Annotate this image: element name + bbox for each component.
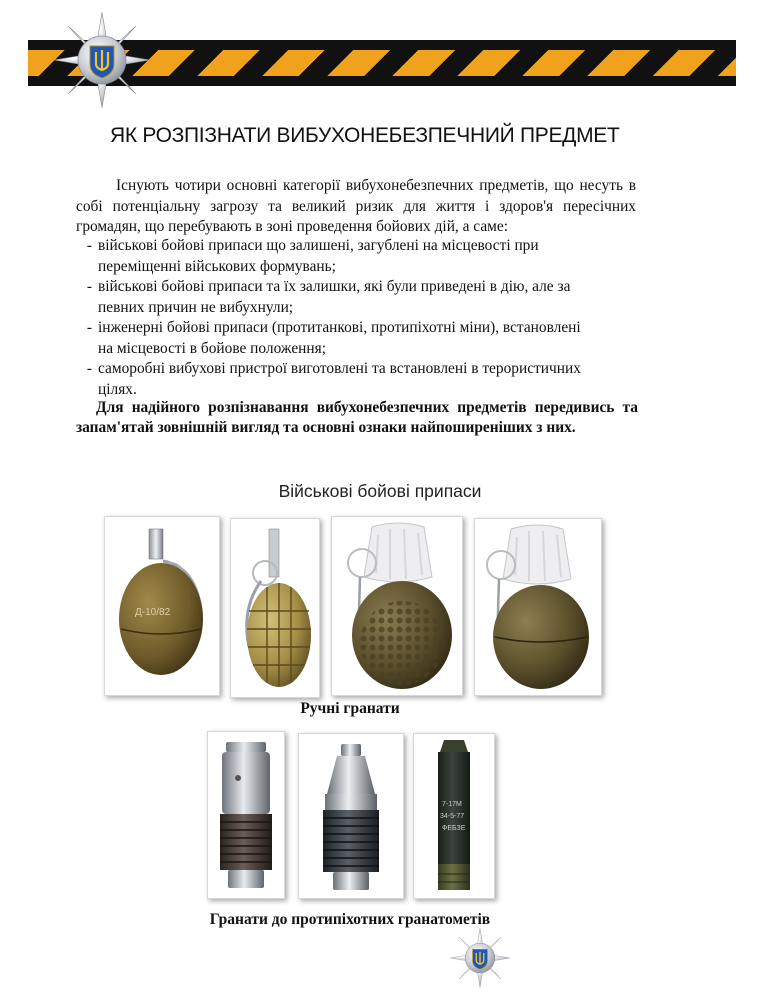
list-item-line: цілях. bbox=[98, 380, 137, 398]
list-item bbox=[76, 236, 638, 277]
hand-grenade-photo-3 bbox=[331, 516, 463, 696]
launcher-grenade-photo-2 bbox=[298, 733, 404, 899]
section-title: Військові бойові припаси bbox=[278, 481, 482, 501]
launcher-grenade-photo-1 bbox=[207, 731, 285, 899]
hand-grenade-photo-2 bbox=[230, 518, 320, 698]
hand-grenades-caption: Ручні гранати bbox=[300, 700, 400, 717]
list-item-line: на місцевості в бойове положення; bbox=[98, 339, 326, 357]
list-item bbox=[76, 359, 638, 400]
list-item-line: певних причин не вибухнули; bbox=[98, 298, 294, 316]
list-item bbox=[76, 318, 638, 359]
police-emblem-icon bbox=[52, 10, 152, 110]
launcher-grenades-caption: Гранати до протипіхотних гранатометів bbox=[209, 911, 491, 928]
intro-paragraph: Існують чотири основні категорії вибухонебезпечних предметів, що несуть в собі потенціальну загрозу та великий ризик для життя і здоров'я пересічних громадян, що перебувають в зоні проведення бойових дій, а саме: bbox=[76, 177, 636, 235]
list-item bbox=[76, 277, 638, 318]
police-emblem-icon bbox=[449, 927, 511, 989]
hand-grenade-photo-4 bbox=[474, 518, 602, 696]
grenade-marking: 34-5-77 bbox=[440, 813, 465, 820]
grenade-marking: Д-10/82 bbox=[135, 607, 171, 618]
advice-paragraph: Для надійного розпізнавання вибухонебезпечних предметів передивись та запам'ятай зовнішній вигляд та основні ознаки найпоширеніших з них. bbox=[76, 399, 638, 436]
launcher-grenade-photo-3 bbox=[413, 733, 495, 899]
grenade-marking: ФЕБЗЕ bbox=[442, 825, 466, 832]
list-item-line: - саморобні вибухові пристрої виготовлені та встановлені в терористичних bbox=[98, 360, 581, 377]
list-item-line: переміщенні військових формувань; bbox=[98, 257, 336, 275]
categories-list bbox=[76, 236, 638, 400]
grenade-marking: 7-17М bbox=[442, 801, 462, 808]
page-title: ЯК РОЗПІЗНАТИ ВИБУХОНЕБЕЗПЕЧНИЙ ПРЕДМЕТ bbox=[110, 124, 620, 147]
list-item-line: - військові бойові припаси що залишені, загублені на місцевості при bbox=[98, 237, 539, 254]
list-item-line: - військові бойові припаси та їх залишки, які були приведені в дію, але за bbox=[98, 278, 571, 295]
hand-grenade-photo-1 bbox=[104, 516, 220, 696]
list-item-line: - інженерні бойові припаси (протитанкові, протипіхотні міни), встановлені bbox=[98, 319, 581, 336]
